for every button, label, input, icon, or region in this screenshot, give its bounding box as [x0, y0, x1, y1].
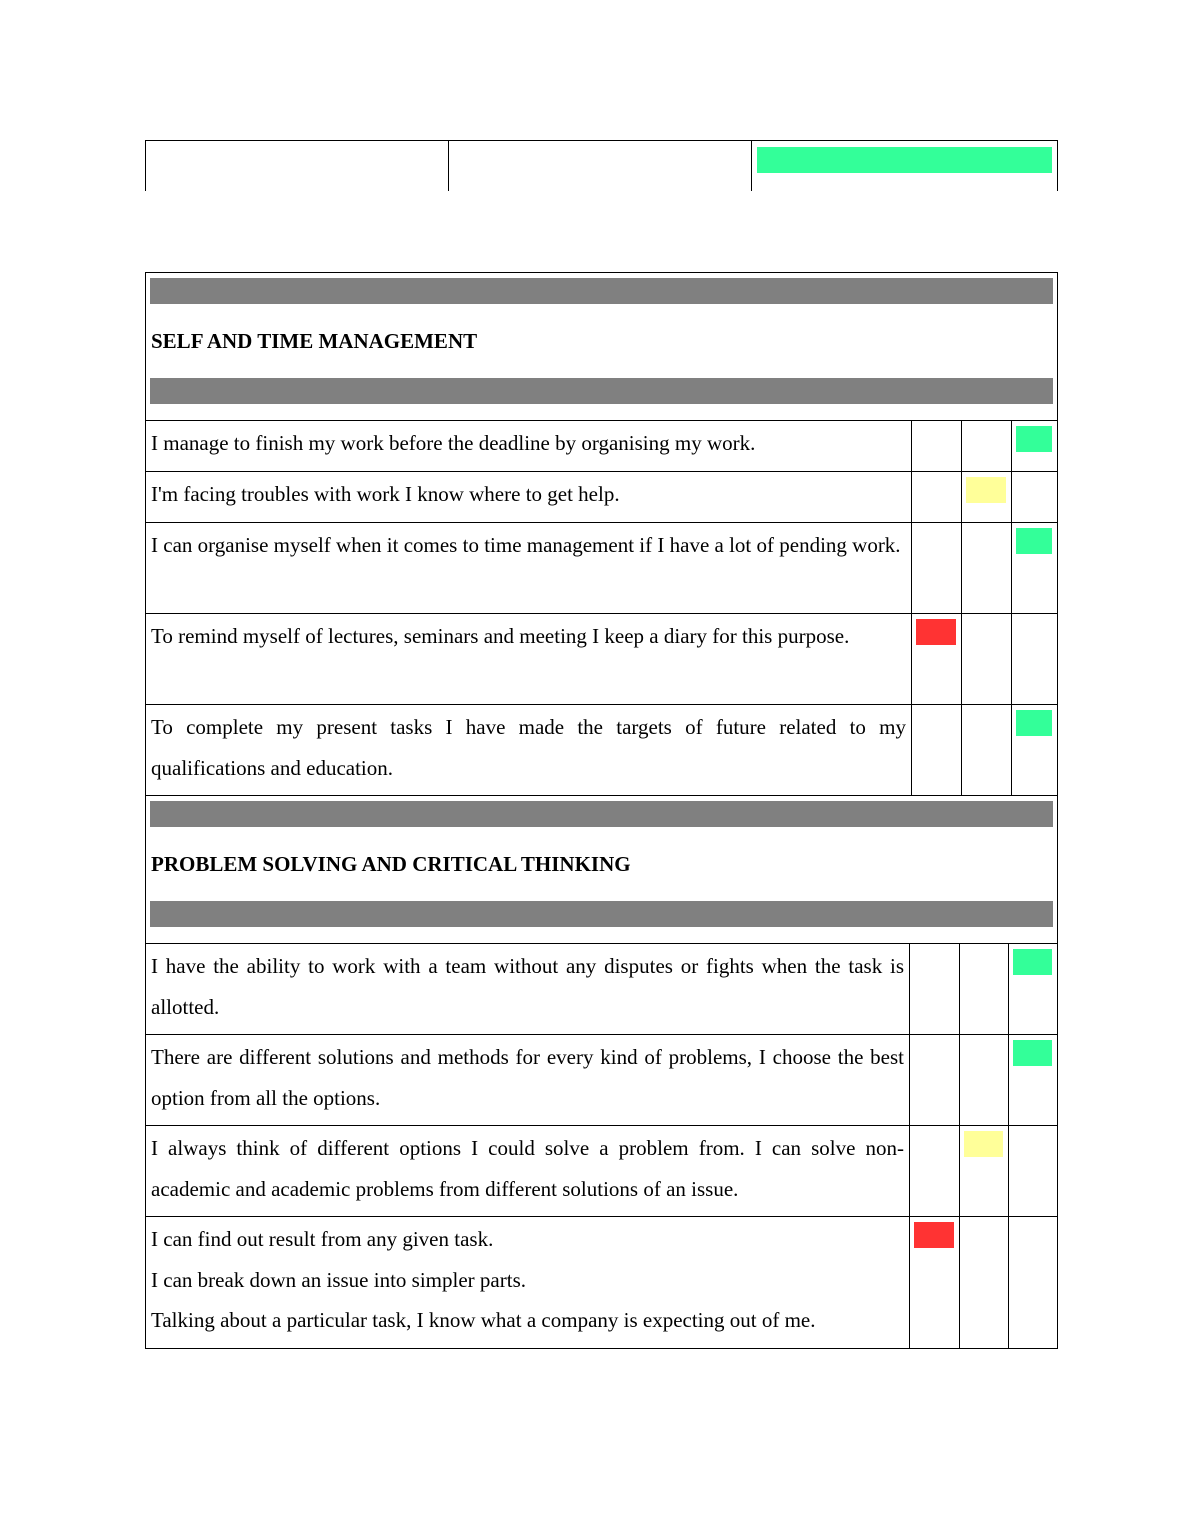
rating-cell-3	[1009, 944, 1057, 1034]
statement-line: To complete my present tasks I have made the targets of future related to my qualifications and education.	[151, 715, 906, 780]
rating-cell-1	[912, 421, 962, 471]
skills-assessment-table	[145, 272, 1058, 1349]
rating-cell-1	[912, 472, 962, 522]
rating-cell-2	[960, 1035, 1009, 1125]
statement-line: I have the ability to work with a team without any disputes or fights when the task is allotted.	[151, 954, 904, 1019]
rating-cell-2	[960, 1217, 1009, 1348]
rating-cell-3	[1012, 472, 1057, 522]
rating-cell-2	[960, 944, 1009, 1034]
rating-green-marker	[1016, 528, 1052, 554]
statement-row	[146, 614, 1057, 705]
rating-cell-3	[1012, 614, 1057, 704]
header-rating-strip	[145, 140, 1058, 191]
statement-text	[146, 472, 912, 522]
statement-row	[146, 421, 1057, 472]
statement-text	[146, 614, 912, 704]
section-top-bar	[150, 801, 1053, 827]
statement-row	[146, 472, 1057, 523]
statement-line: I can organise myself when it comes to time management if I have a lot of pending work.	[151, 533, 901, 557]
rating-yellow-marker	[966, 477, 1006, 503]
statement-row	[146, 1126, 1057, 1217]
section-title: PROBLEM SOLVING AND CRITICAL THINKING	[151, 852, 631, 876]
statement-row	[146, 705, 1057, 796]
rating-cell-2	[962, 472, 1012, 522]
section-bottom-bar	[150, 378, 1053, 404]
statement-row	[146, 1035, 1057, 1126]
statement-text	[146, 421, 912, 471]
statement-row	[146, 944, 1057, 1035]
statement-line: I always think of different options I could solve a problem from. I can solve non-academic and academic problems from different solutions of an issue.	[151, 1136, 904, 1201]
header-cell-1	[146, 141, 449, 191]
rating-cell-1	[912, 523, 962, 613]
statement-line: I'm facing troubles with work I know where to get help.	[151, 482, 620, 506]
rating-cell-2	[960, 1126, 1009, 1216]
rating-cell-2	[962, 705, 1012, 795]
statement-line: There are different solutions and methods for every kind of problems, I choose the best option from all the options.	[151, 1045, 904, 1110]
statement-line: I can find out result from any given task.	[151, 1227, 494, 1251]
header-cell-2	[449, 141, 752, 191]
statement-line: I manage to finish my work before the deadline by organising my work.	[151, 431, 756, 455]
rating-red-marker	[916, 619, 956, 645]
rating-green-marker	[1016, 710, 1052, 736]
rating-cell-3	[1009, 1126, 1057, 1216]
section-header	[146, 796, 1057, 944]
section-bottom-bar	[150, 901, 1053, 927]
statement-row	[146, 1217, 1057, 1348]
header-green-highlight	[757, 147, 1052, 173]
rating-cell-1	[910, 1217, 960, 1348]
rating-cell-1	[912, 614, 962, 704]
statement-text	[146, 523, 912, 613]
rating-green-marker	[1013, 949, 1052, 975]
rating-cell-2	[962, 614, 1012, 704]
section-title: SELF AND TIME MANAGEMENT	[151, 329, 478, 353]
rating-cell-3	[1009, 1035, 1057, 1125]
rating-red-marker	[914, 1222, 954, 1248]
statement-text	[146, 1217, 910, 1348]
rating-cell-3	[1012, 523, 1057, 613]
rating-cell-2	[962, 421, 1012, 471]
rating-cell-1	[910, 1126, 960, 1216]
statement-line: I can break down an issue into simpler parts.	[151, 1267, 526, 1292]
rating-cell-1	[910, 1035, 960, 1125]
statement-row	[146, 523, 1057, 614]
statement-text	[146, 1126, 910, 1216]
rating-cell-1	[910, 944, 960, 1034]
rating-green-marker	[1016, 426, 1052, 452]
rating-cell-3	[1012, 421, 1057, 471]
section-top-bar	[150, 278, 1053, 304]
statement-text	[146, 705, 912, 795]
statement-line: To remind myself of lectures, seminars and meeting I keep a diary for this purpose.	[151, 624, 850, 648]
rating-green-marker	[1013, 1040, 1052, 1066]
statement-text	[146, 1035, 910, 1125]
rating-cell-2	[962, 523, 1012, 613]
header-cell-3	[752, 141, 1057, 191]
statement-line: Talking about a particular task, I know what a company is expecting out of me.	[151, 1308, 816, 1332]
rating-cell-3	[1009, 1217, 1057, 1348]
rating-cell-1	[912, 705, 962, 795]
rating-yellow-marker	[964, 1131, 1003, 1157]
rating-cell-3	[1012, 705, 1057, 795]
statement-text	[146, 944, 910, 1034]
section-header	[146, 273, 1057, 421]
